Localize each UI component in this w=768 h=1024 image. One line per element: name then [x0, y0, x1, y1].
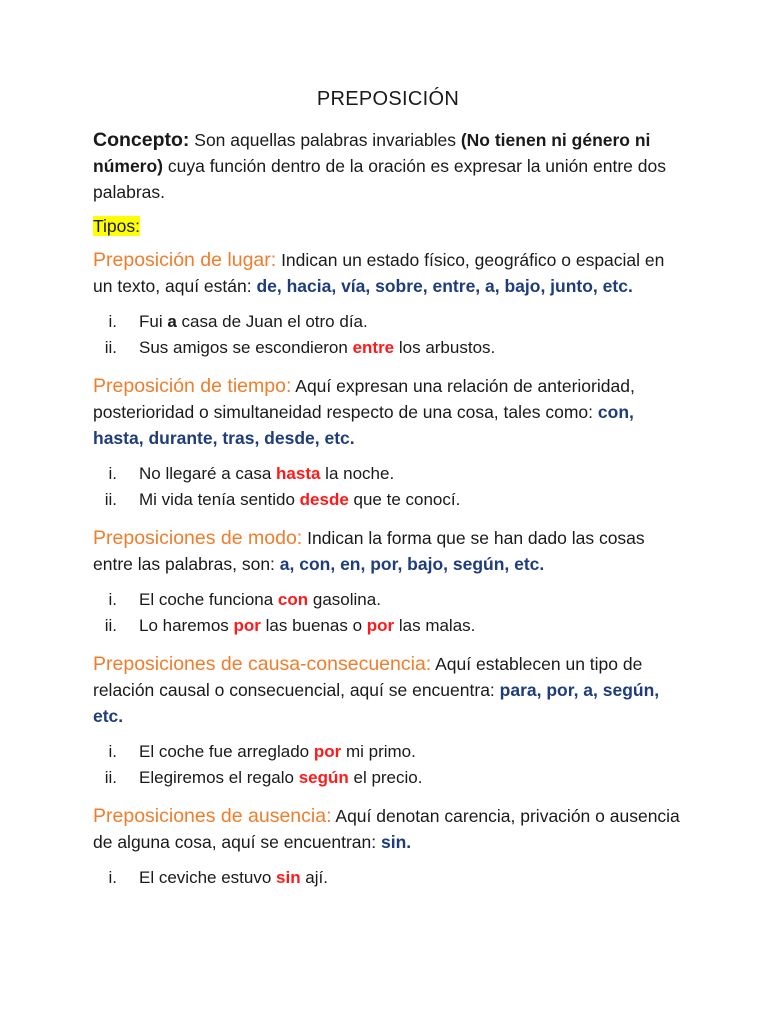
list-number: i. — [108, 742, 117, 761]
example-text: Elegiremos el regalo — [139, 768, 299, 787]
examples-list — [93, 587, 683, 639]
list-item — [93, 587, 683, 613]
example-text: las malas. — [394, 616, 476, 635]
example-text: los arbustos. — [394, 338, 496, 357]
section-keywords: con, hasta, durante, tras, desde, etc. — [93, 402, 634, 448]
tipos-label-line — [93, 215, 683, 237]
list-item — [93, 309, 683, 335]
examples-list — [93, 461, 683, 513]
section-heading: Preposición de tiempo: — [93, 375, 292, 397]
example-keyword: hasta — [276, 464, 321, 483]
examples-list — [93, 739, 683, 791]
list-item — [93, 613, 683, 639]
section-keywords: de, hacia, vía, sobre, entre, a, bajo, junto, etc. — [256, 276, 633, 296]
section-heading: Preposiciones de modo: — [93, 527, 303, 549]
list-number: ii. — [104, 768, 117, 787]
section-heading: Preposiciones de ausencia: — [93, 805, 332, 827]
examples-list — [93, 309, 683, 361]
concept-paragraph — [93, 127, 683, 205]
example-keyword: desde — [299, 490, 349, 509]
example-text: Sus amigos se escondieron — [139, 338, 353, 357]
example-text: El coche fue arreglado — [139, 742, 314, 761]
list-item — [93, 765, 683, 791]
example-text: que te conocí. — [348, 490, 461, 509]
section-description: Indican un estado físico, geográfico o espacial en un texto, aquí están: — [93, 250, 665, 296]
example-text: las buenas o — [260, 616, 367, 635]
concept-label: Concepto: — [93, 129, 190, 151]
concept-text-2: cuya función dentro de la oración es expresar la unión entre dos palabras. — [93, 156, 666, 202]
list-number: i. — [108, 464, 117, 483]
example-text: No llegaré a casa — [139, 464, 277, 483]
list-item — [93, 487, 683, 513]
list-number: ii. — [104, 490, 117, 509]
section-description: Indican la forma que se han dado las cosas entre las palabras, son: — [93, 528, 645, 574]
section-heading: Preposición de lugar: — [93, 249, 277, 271]
list-item — [93, 739, 683, 765]
section-ausencia — [93, 803, 683, 855]
section-keywords: a, con, en, por, bajo, según, etc. — [279, 554, 545, 574]
concept-bold-text: (No tienen ni género ni número) — [93, 130, 651, 176]
example-keyword: por — [233, 616, 261, 635]
example-text: Fui — [139, 312, 168, 331]
example-text: la noche. — [320, 464, 395, 483]
page-title: PREPOSICIÓN — [316, 88, 460, 110]
concept-text-1: Son aquellas palabras invariables — [189, 130, 461, 150]
section-causa-consecuencia — [93, 651, 683, 729]
section-keywords: para, por, a, según, etc. — [93, 680, 660, 726]
example-text: El coche funciona — [139, 590, 278, 609]
example-keyword: por — [313, 742, 342, 761]
example-text: casa de Juan el otro día. — [176, 312, 368, 331]
example-text: el precio. — [348, 768, 423, 787]
list-item — [93, 461, 683, 487]
section-lugar — [93, 247, 683, 299]
example-keyword: entre — [352, 338, 395, 357]
example-text: Mi vida tenía sentido — [139, 490, 300, 509]
section-description: Aquí expresan una relación de anterioridad, posterioridad o simultaneidad respecto de una cosa, tales como: — [93, 376, 635, 422]
list-item — [93, 865, 683, 891]
example-text: Lo haremos — [139, 616, 234, 635]
section-modo — [93, 525, 683, 577]
section-description: Aquí denotan carencia, privación o ausencia de alguna cosa, aquí se encuentran: — [93, 806, 680, 852]
example-keyword: a — [167, 312, 177, 331]
tipos-label: Tipos: — [93, 216, 141, 236]
section-description: Aquí establecen un tipo de relación causal o consecuencial, aquí se encuentra: — [93, 654, 643, 700]
document-content — [93, 88, 683, 903]
example-text: ají. — [300, 868, 328, 887]
example-keyword: sin — [276, 868, 301, 887]
list-number: i. — [108, 868, 117, 887]
example-keyword: según — [298, 768, 349, 787]
list-number: ii. — [104, 338, 117, 357]
section-heading: Preposiciones de causa-consecuencia: — [93, 653, 432, 675]
example-text: El ceviche estuvo — [139, 868, 277, 887]
section-keywords: sin. — [381, 832, 412, 852]
example-keyword: por — [366, 616, 395, 635]
example-text: mi primo. — [341, 742, 416, 761]
examples-list — [93, 865, 683, 891]
list-number: ii. — [104, 616, 117, 635]
list-number: i. — [108, 312, 117, 331]
list-item — [93, 335, 683, 361]
list-number: i. — [108, 590, 117, 609]
example-text: gasolina. — [308, 590, 381, 609]
example-keyword: con — [277, 590, 309, 609]
section-tiempo — [93, 373, 683, 451]
